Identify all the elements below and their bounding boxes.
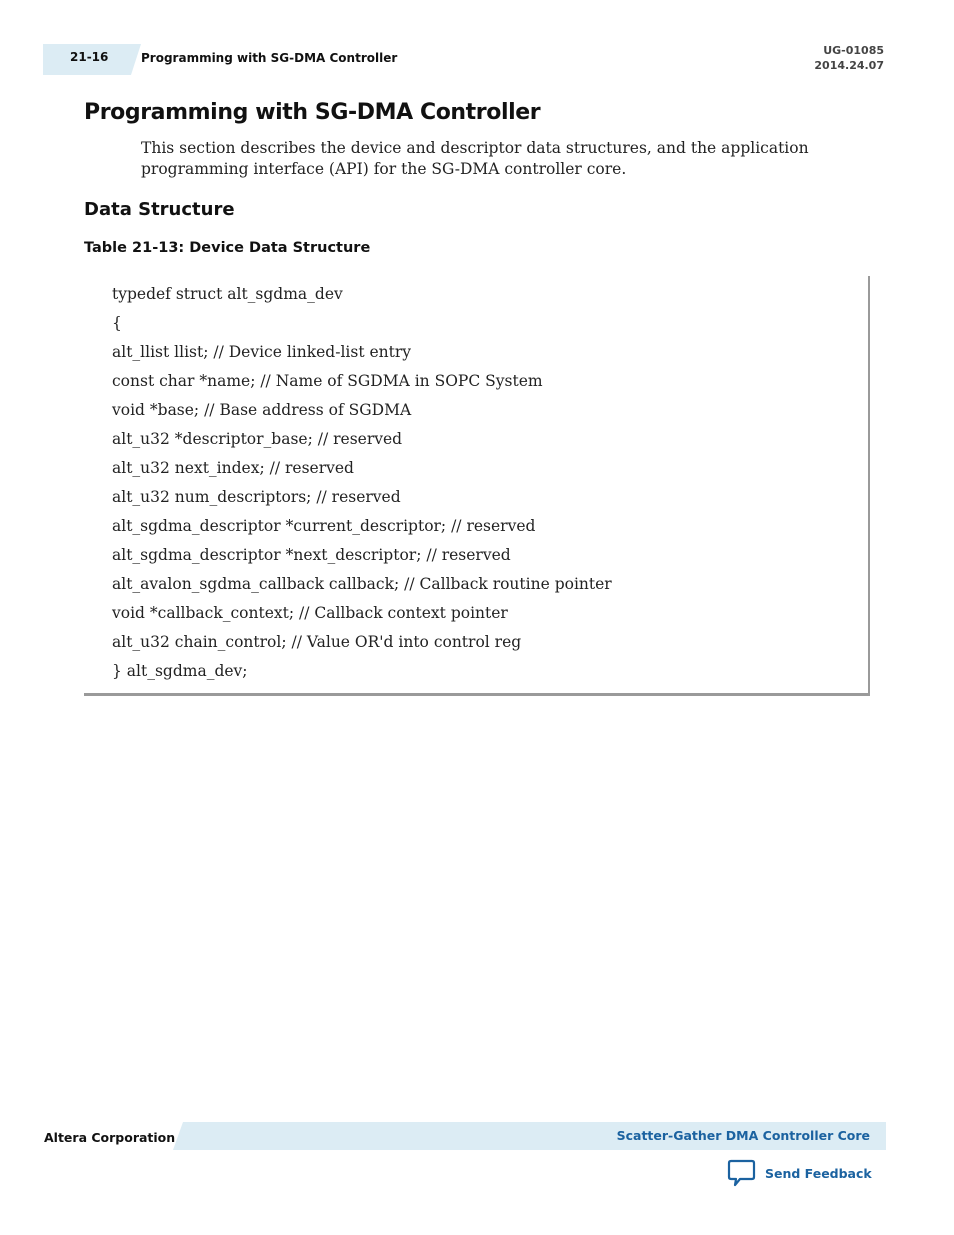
code-line: alt_u32 *descriptor_base; // reserved bbox=[112, 430, 403, 448]
send-feedback-link[interactable] bbox=[727, 1158, 872, 1188]
code-line: } alt_sgdma_dev; bbox=[112, 662, 248, 680]
company-name: Altera Corporation bbox=[44, 1130, 176, 1145]
speech-bubble-icon bbox=[727, 1159, 756, 1187]
code-listing bbox=[112, 285, 612, 691]
document-date: 2014.24.07 bbox=[814, 59, 884, 72]
subsection-heading: Data Structure bbox=[84, 199, 235, 220]
table-caption: Table 21-13: Device Data Structure bbox=[84, 240, 371, 256]
send-feedback-label: Send Feedback bbox=[765, 1165, 872, 1181]
code-line: const char *name; // Name of SGDMA in SOPC System bbox=[112, 372, 543, 390]
footer-doc-title-link[interactable]: Scatter-Gather DMA Controller Core bbox=[616, 1128, 870, 1143]
section-intro: This section describes the device and descriptor data structures, and the application programming interface (API) for the SG-DMA controller core. bbox=[141, 139, 809, 178]
code-line: void *callback_context; // Callback context pointer bbox=[112, 604, 508, 622]
code-line: { bbox=[112, 314, 122, 332]
code-line: alt_u32 chain_control; // Value OR'd into control reg bbox=[112, 633, 522, 651]
section-heading: Programming with SG-DMA Controller bbox=[84, 100, 541, 125]
code-line: void *base; // Base address of SGDMA bbox=[112, 401, 412, 419]
code-line: alt_llist llist; // Device linked-list entry bbox=[112, 343, 412, 361]
page-number: 21-16 bbox=[70, 50, 109, 64]
running-header-title: Programming with SG-DMA Controller bbox=[141, 51, 398, 65]
code-line: alt_u32 num_descriptors; // reserved bbox=[112, 488, 401, 506]
code-line: alt_sgdma_descriptor *next_descriptor; // reserved bbox=[112, 546, 511, 564]
code-line: alt_sgdma_descriptor *current_descriptor; // reserved bbox=[112, 517, 536, 535]
device-data-structure-table bbox=[84, 276, 870, 696]
code-line: typedef struct alt_sgdma_dev bbox=[112, 285, 343, 303]
code-line: alt_avalon_sgdma_callback callback; // Callback routine pointer bbox=[112, 575, 612, 593]
document-number: UG-01085 bbox=[823, 44, 884, 57]
document-id bbox=[814, 43, 884, 73]
code-line: alt_u32 next_index; // reserved bbox=[112, 459, 354, 477]
